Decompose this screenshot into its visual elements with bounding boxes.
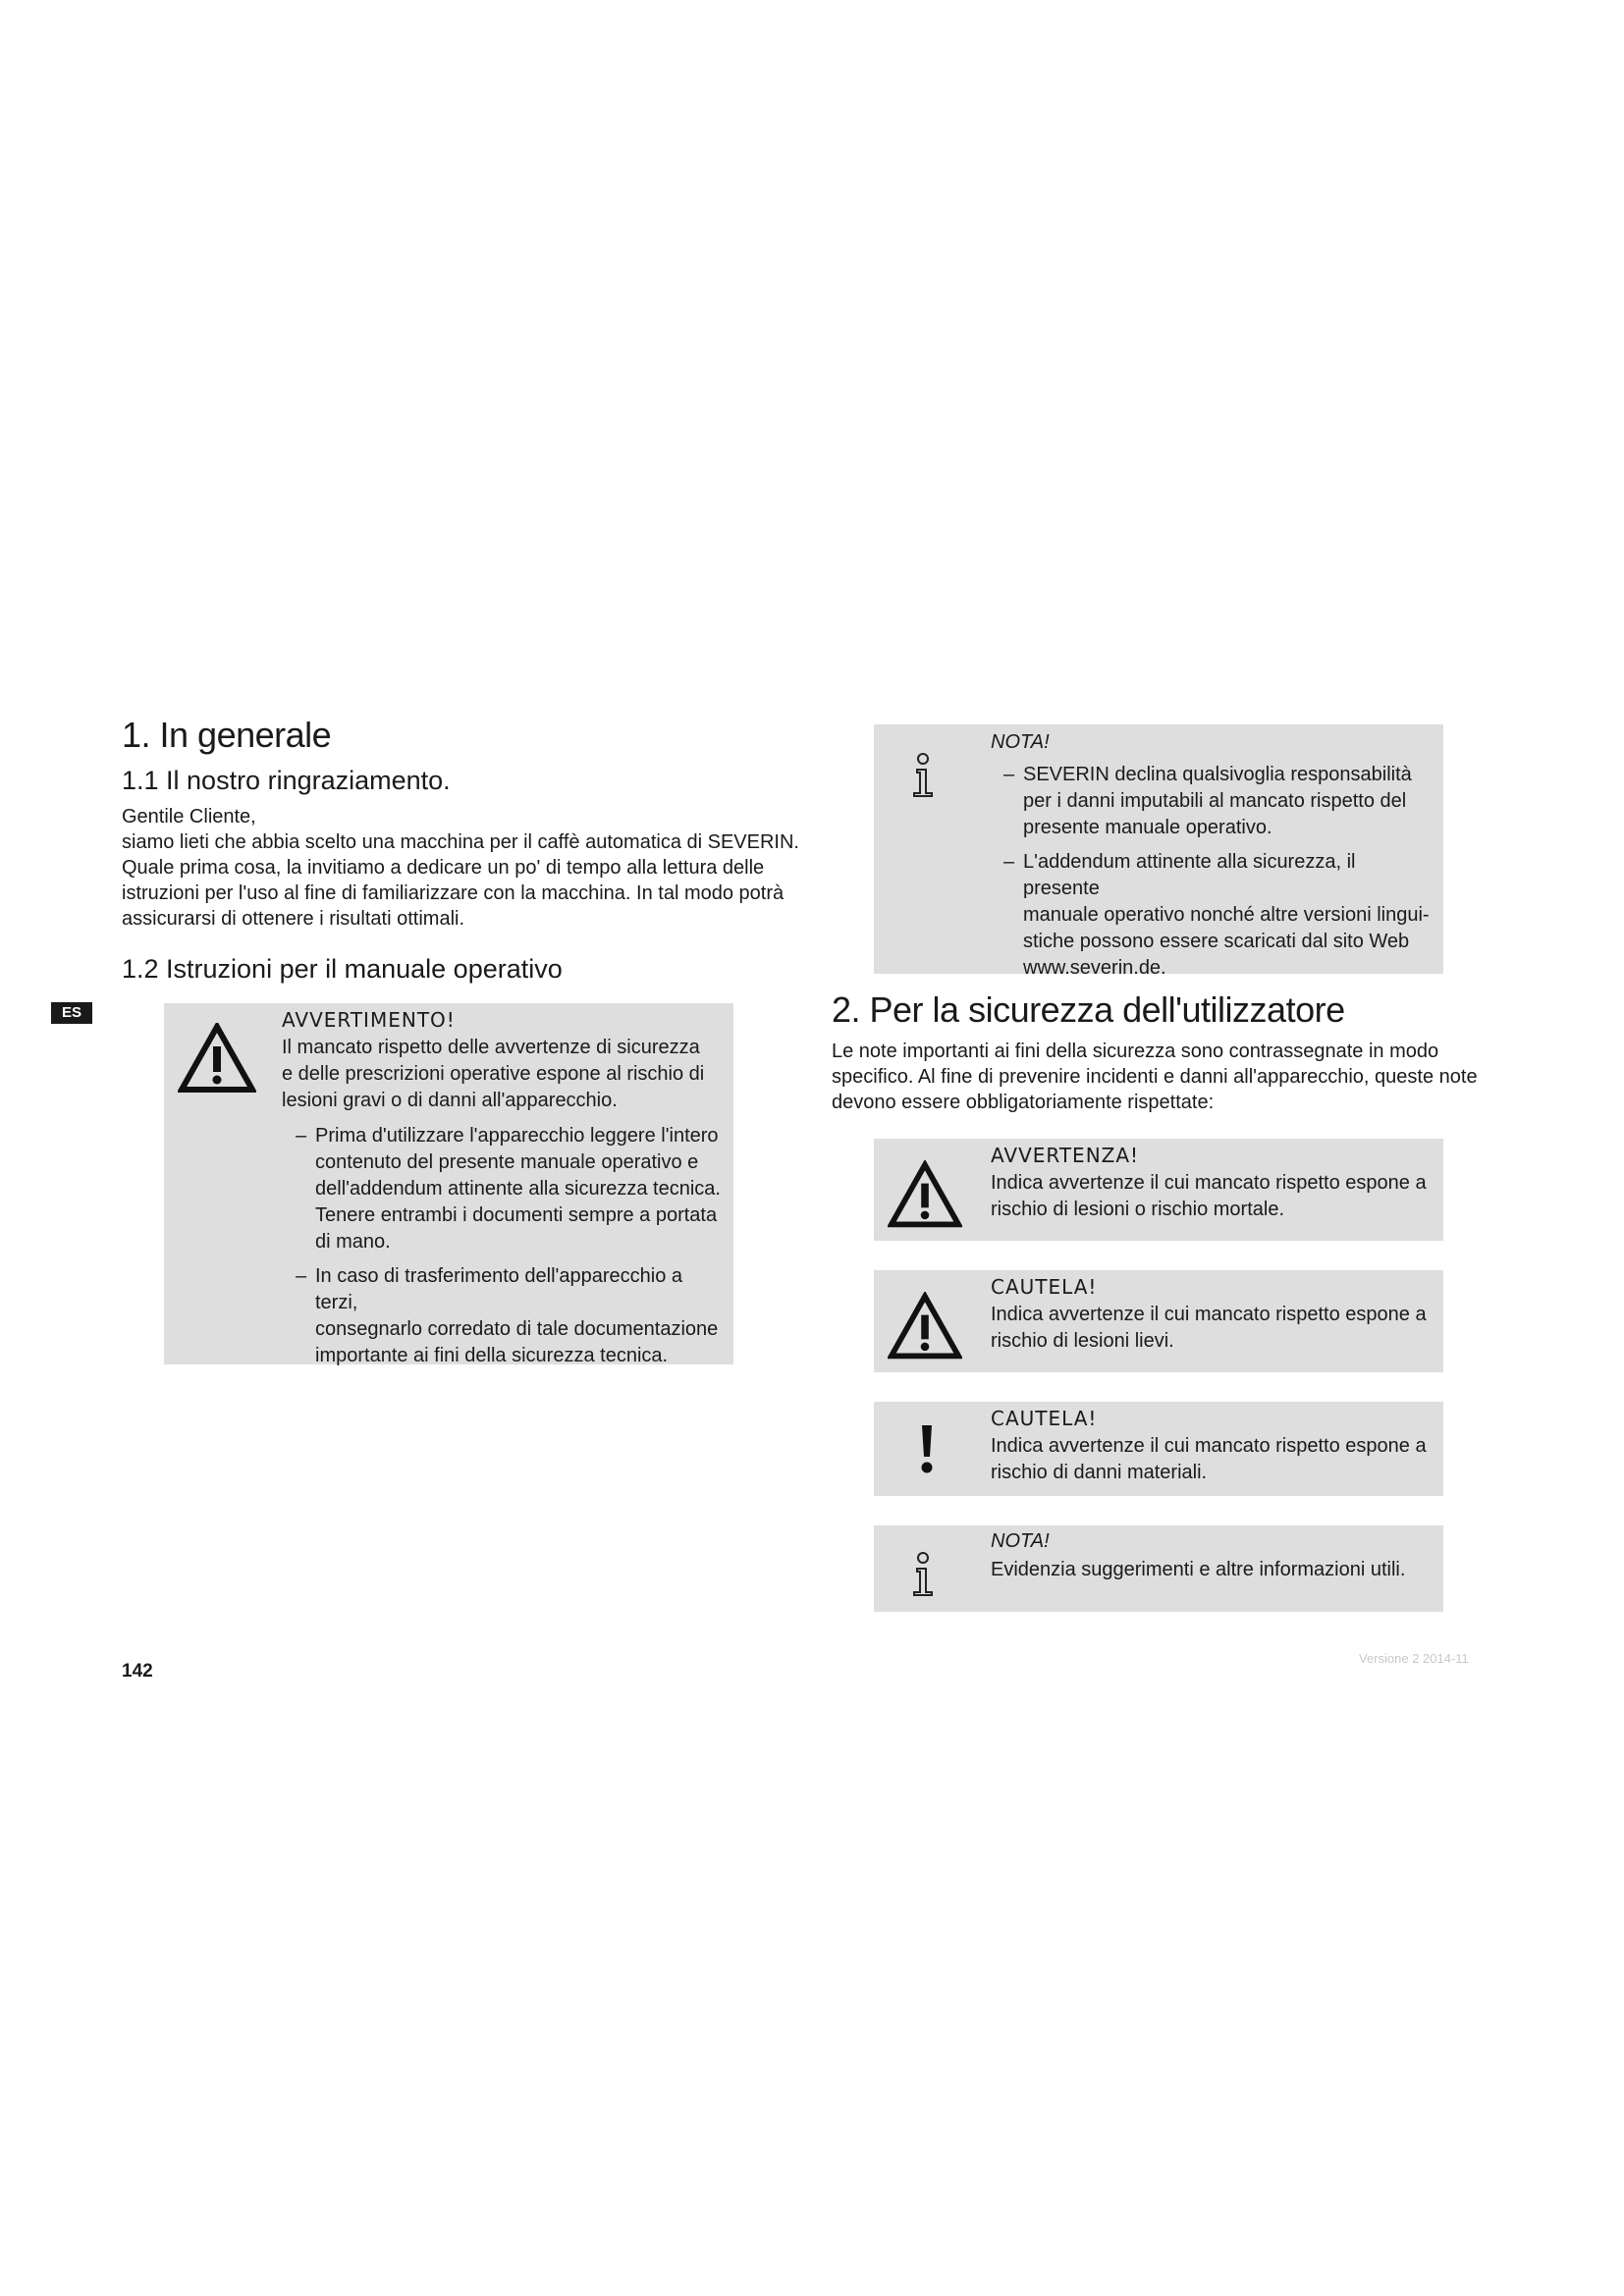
note-box-title: NOTA! xyxy=(991,731,1050,753)
warning-box-title: AVVERTIMENTO! xyxy=(282,1008,456,1032)
avvertenza-box xyxy=(874,1139,1443,1241)
nota-text: Evidenzia suggerimenti e altre informazioni utili. xyxy=(991,1559,1406,1580)
list-item: – Prima d'utilizzare l'apparecchio leggere l'intero contenuto del presente manuale operativo e dell'addendum attinente alla sicurezza tecnica. Tenere entrambi i documenti sempre a portata di mano. xyxy=(296,1125,721,1253)
page-number: 142 xyxy=(122,1661,153,1682)
cautela-title: CAUTELA! xyxy=(991,1407,1098,1430)
language-tab: ES xyxy=(51,1002,92,1024)
warning-triangle-icon xyxy=(888,1160,962,1229)
warning-box-list xyxy=(296,1123,728,1377)
cautela-text: Indica avvertenze il cui mancato rispetto espone a rischio di danni materiali. xyxy=(991,1435,1427,1483)
subsection-1-2-title: 1.2 Istruzioni per il manuale operativo xyxy=(122,954,563,984)
section-1-title: 1. In generale xyxy=(122,715,332,755)
info-icon xyxy=(908,752,938,799)
warning-box-text: Il mancato rispetto delle avvertenze di sicurezza e delle prescrizioni operative espone al rischio di lesioni gravi o di danni all'apparecchio. xyxy=(282,1037,705,1111)
section-2-title: 2. Per la sicurezza dell'utilizzatore xyxy=(832,989,1345,1030)
section-2-text: Le note importanti ai fini della sicurezza sono contrassegnate in modo specifico. Al fine di prevenire incidenti e danni all'apparecchio, queste note devono essere obbligatoriamente rispettate: xyxy=(832,1041,1478,1113)
warning-triangle-icon xyxy=(888,1292,962,1361)
nota-box xyxy=(874,1525,1443,1612)
cautela-title: CAUTELA! xyxy=(991,1275,1098,1299)
nota-title: NOTA! xyxy=(991,1530,1050,1552)
exclamation-icon xyxy=(919,1423,935,1474)
list-item: – SEVERIN declina qualsivoglia responsabilità per i danni imputabili al mancato rispetto del presente manuale operativo. xyxy=(1003,764,1412,838)
cautela-text: Indica avvertenze il cui mancato rispetto espone a rischio di lesioni lievi. xyxy=(991,1304,1427,1352)
subsection-1-1-title: 1.1 Il nostro ringraziamento. xyxy=(122,766,451,795)
version-label: Versione 2 2014-11 xyxy=(1359,1651,1469,1666)
avvertenza-title: AVVERTENZA! xyxy=(991,1144,1140,1167)
list-item: – L'addendum attinente alla sicurezza, il presente manuale operativo nonché altre versioni lingui- stiche possono essere scaricati dal sito Web www.severin.de. xyxy=(1003,851,1430,979)
note-box xyxy=(874,724,1443,979)
cautela-danni-box xyxy=(874,1402,1443,1496)
warning-triangle-icon xyxy=(178,1023,256,1094)
subsection-1-1-text: Gentile Cliente, siamo lieti che abbia scelto una macchina per il caffè automatica di SEVERIN. Quale prima cosa, la invitiamo a dedicare un po' di tempo alla lettura delle istruzioni per l'uso al fine di familiarizzare con la macchina. In tal modo potrà assicurarsi di ottenere i risultati ottimali. xyxy=(122,806,799,930)
cautela-lesioni-box xyxy=(874,1270,1443,1372)
avvertenza-text: Indica avvertenze il cui mancato rispetto espone a rischio di lesioni o rischio mortale. xyxy=(991,1172,1427,1220)
warning-box xyxy=(164,1003,733,1364)
info-icon xyxy=(908,1551,938,1598)
note-box-list xyxy=(1003,762,1435,989)
list-item: – In caso di trasferimento dell'apparecchio a terzi, consegnarlo corredato di tale documentazione importante ai fini della sicurezza tecnica. xyxy=(296,1265,719,1366)
